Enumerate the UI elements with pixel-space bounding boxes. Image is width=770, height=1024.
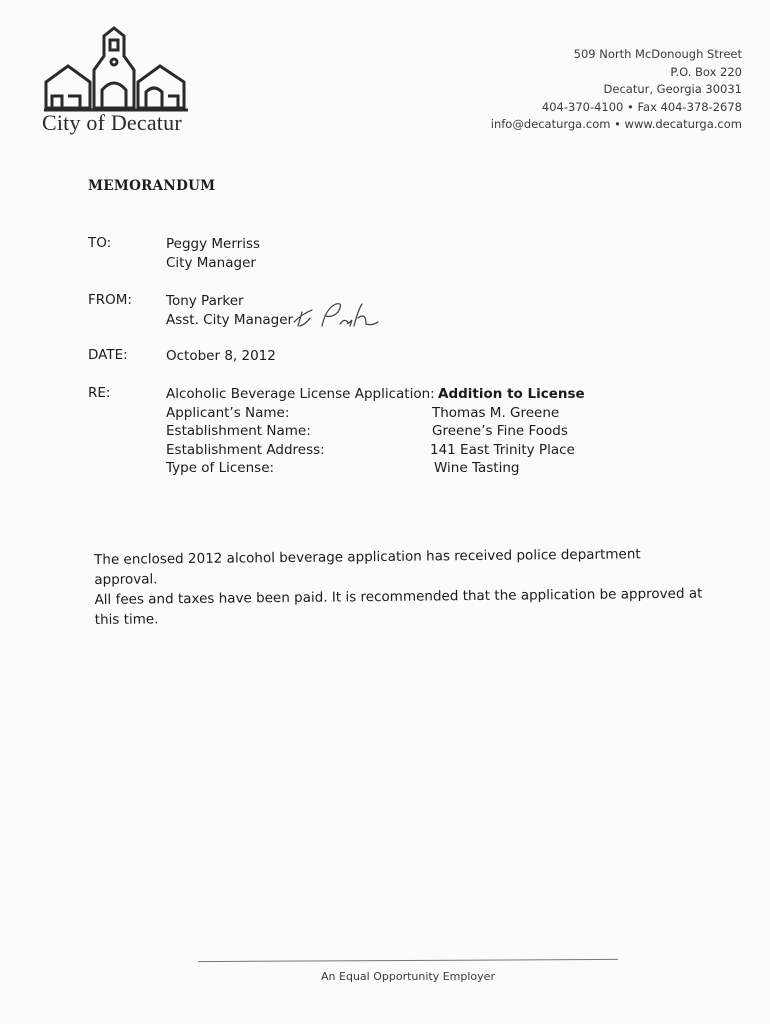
memo-title: MEMORANDUM — [88, 178, 216, 194]
re-row-key: Establishment Address: — [166, 441, 325, 458]
date-value: October 8, 2012 — [166, 348, 276, 364]
memo-body-line: The enclosed 2012 alcohol beverage application has received police department approval. — [94, 546, 641, 588]
city-buildings-icon — [38, 26, 198, 114]
address-email-web: info@decaturga.com • www.decaturga.com — [490, 117, 742, 131]
re-row-key: Establishment Name: — [166, 423, 311, 439]
memo-body — [94, 544, 705, 630]
to-title: City Manager — [166, 255, 256, 271]
address-po-box: P.O. Box 220 — [670, 64, 742, 79]
to-label: TO: — [88, 235, 112, 251]
from-title: Asst. City Manager — [166, 312, 294, 328]
footer-text: An Equal Opportunity Employer — [321, 970, 495, 983]
letterhead-address — [442, 46, 742, 134]
city-logo — [38, 26, 198, 138]
handwritten-signature — [288, 296, 388, 340]
re-subject-key: Alcoholic Beverage License Application: — [166, 386, 435, 402]
date-label: DATE: — [88, 347, 128, 363]
from-name: Tony Parker — [166, 293, 244, 309]
address-city: Decatur, Georgia 30031 — [603, 82, 742, 96]
re-row-key: Type of License: — [166, 460, 275, 476]
re-label: RE: — [88, 385, 111, 401]
re-row-key: Applicant’s Name: — [166, 404, 290, 421]
re-row-value: Greene’s Fine Foods — [432, 423, 568, 439]
memo-body-line: this time. — [94, 611, 159, 628]
footer-divider — [198, 959, 618, 962]
address-street: 509 North McDonough Street — [573, 47, 742, 61]
re-subject-value: Addition to License — [438, 386, 585, 402]
re-row-value: Thomas M. Greene — [432, 404, 560, 421]
to-name: Peggy Merriss — [166, 236, 261, 252]
memo-body-line: All fees and taxes have been paid. It is recommended that the application be approved at — [94, 585, 703, 608]
re-row-value: Wine Tasting — [434, 460, 520, 476]
re-row-value: 141 East Trinity Place — [430, 441, 575, 458]
address-phone-fax: 404-370-4100 • Fax 404-378-2678 — [541, 99, 742, 114]
from-label: FROM: — [88, 292, 132, 308]
logo-text: City of Decatur — [42, 110, 182, 135]
